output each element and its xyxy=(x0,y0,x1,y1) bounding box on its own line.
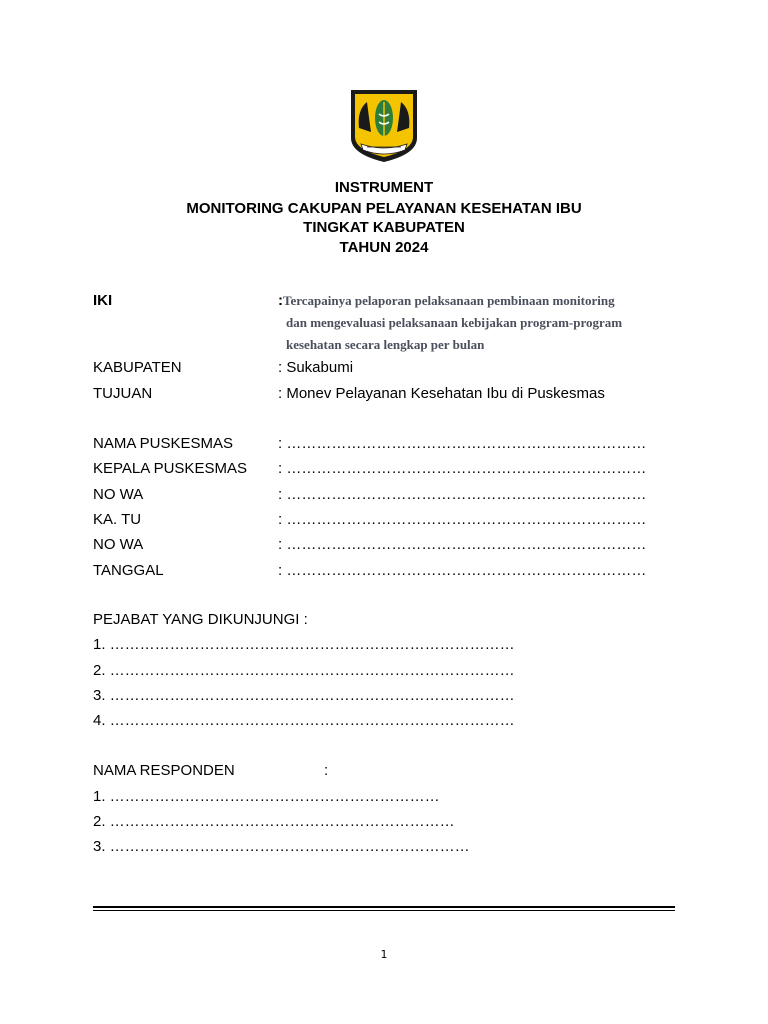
kepala-puskesmas-field: : ……………………………………………………………… xyxy=(278,460,647,477)
iki-description xyxy=(278,290,698,356)
kabupaten-value: : Sukabumi xyxy=(278,359,354,376)
responden-heading: NAMA RESPONDEN xyxy=(93,762,235,779)
document-title-tingkat: TINGKAT KABUPATEN xyxy=(303,219,465,236)
iki-text-line-3: kesehatan secara lengkap per bulan xyxy=(286,337,485,352)
no-wa-field: : ……………………………………………………………… xyxy=(278,486,647,503)
no-wa-label: NO WA xyxy=(93,486,144,503)
document-title-monitoring: MONITORING CAKUPAN PELAYANAN KESEHATAN IBU xyxy=(186,200,582,217)
ka-tu-label: KA. TU xyxy=(93,511,142,528)
nama-puskesmas-label: NAMA PUSKESMAS xyxy=(93,435,234,452)
pejabat-item-3: 3. ……………………………………………………………………… xyxy=(93,687,515,704)
kepala-puskesmas-label: KEPALA PUSKESMAS xyxy=(93,460,247,477)
responden-colon: : xyxy=(324,762,329,779)
footer-divider-thin xyxy=(93,910,675,911)
document-title-tahun: TAHUN 2024 xyxy=(339,239,429,256)
iki-text-line-2: dan mengevaluasi pelaksanaan kebijakan program-program xyxy=(286,315,623,330)
kabupaten-label: KABUPATEN xyxy=(93,359,182,376)
no-wa-2-label: NO WA xyxy=(93,536,144,553)
iki-colon: : xyxy=(278,292,283,309)
ka-tu-field: : ……………………………………………………………… xyxy=(278,511,647,528)
tanggal-field: : ……………………………………………………………… xyxy=(278,562,647,579)
tujuan-label: TUJUAN xyxy=(93,385,153,402)
no-wa-2-field: : ……………………………………………………………… xyxy=(278,536,647,553)
pejabat-item-1: 1. ……………………………………………………………………… xyxy=(93,636,515,653)
pejabat-item-2: 2. ……………………………………………………………………… xyxy=(93,662,515,679)
page-number: 1 xyxy=(380,948,388,961)
tujuan-value: : Monev Pelayanan Kesehatan Ibu di Puskesmas xyxy=(278,385,605,402)
document-title-instrument: INSTRUMENT xyxy=(334,179,434,196)
responden-item-3: 3. ……………………………………………………………… xyxy=(93,838,470,855)
iki-text-line-1: Tercapainya pelaporan pelaksanaan pembinaan monitoring xyxy=(283,293,615,308)
responden-item-2: 2. …………………………………………………………… xyxy=(93,813,455,830)
tanggal-label: TANGGAL xyxy=(93,562,164,579)
nama-puskesmas-field: : ……………………………………………………………… xyxy=(278,435,647,452)
footer-divider-thick xyxy=(93,906,675,908)
pejabat-item-4: 4. ……………………………………………………………………… xyxy=(93,712,515,729)
responden-item-1: 1. ………………………………………………………… xyxy=(93,788,440,805)
pejabat-heading: PEJABAT YANG DIKUNJUNGI : xyxy=(93,611,308,628)
kabupaten-sukabumi-crest-icon xyxy=(349,88,419,164)
iki-label: IKI xyxy=(93,292,113,309)
